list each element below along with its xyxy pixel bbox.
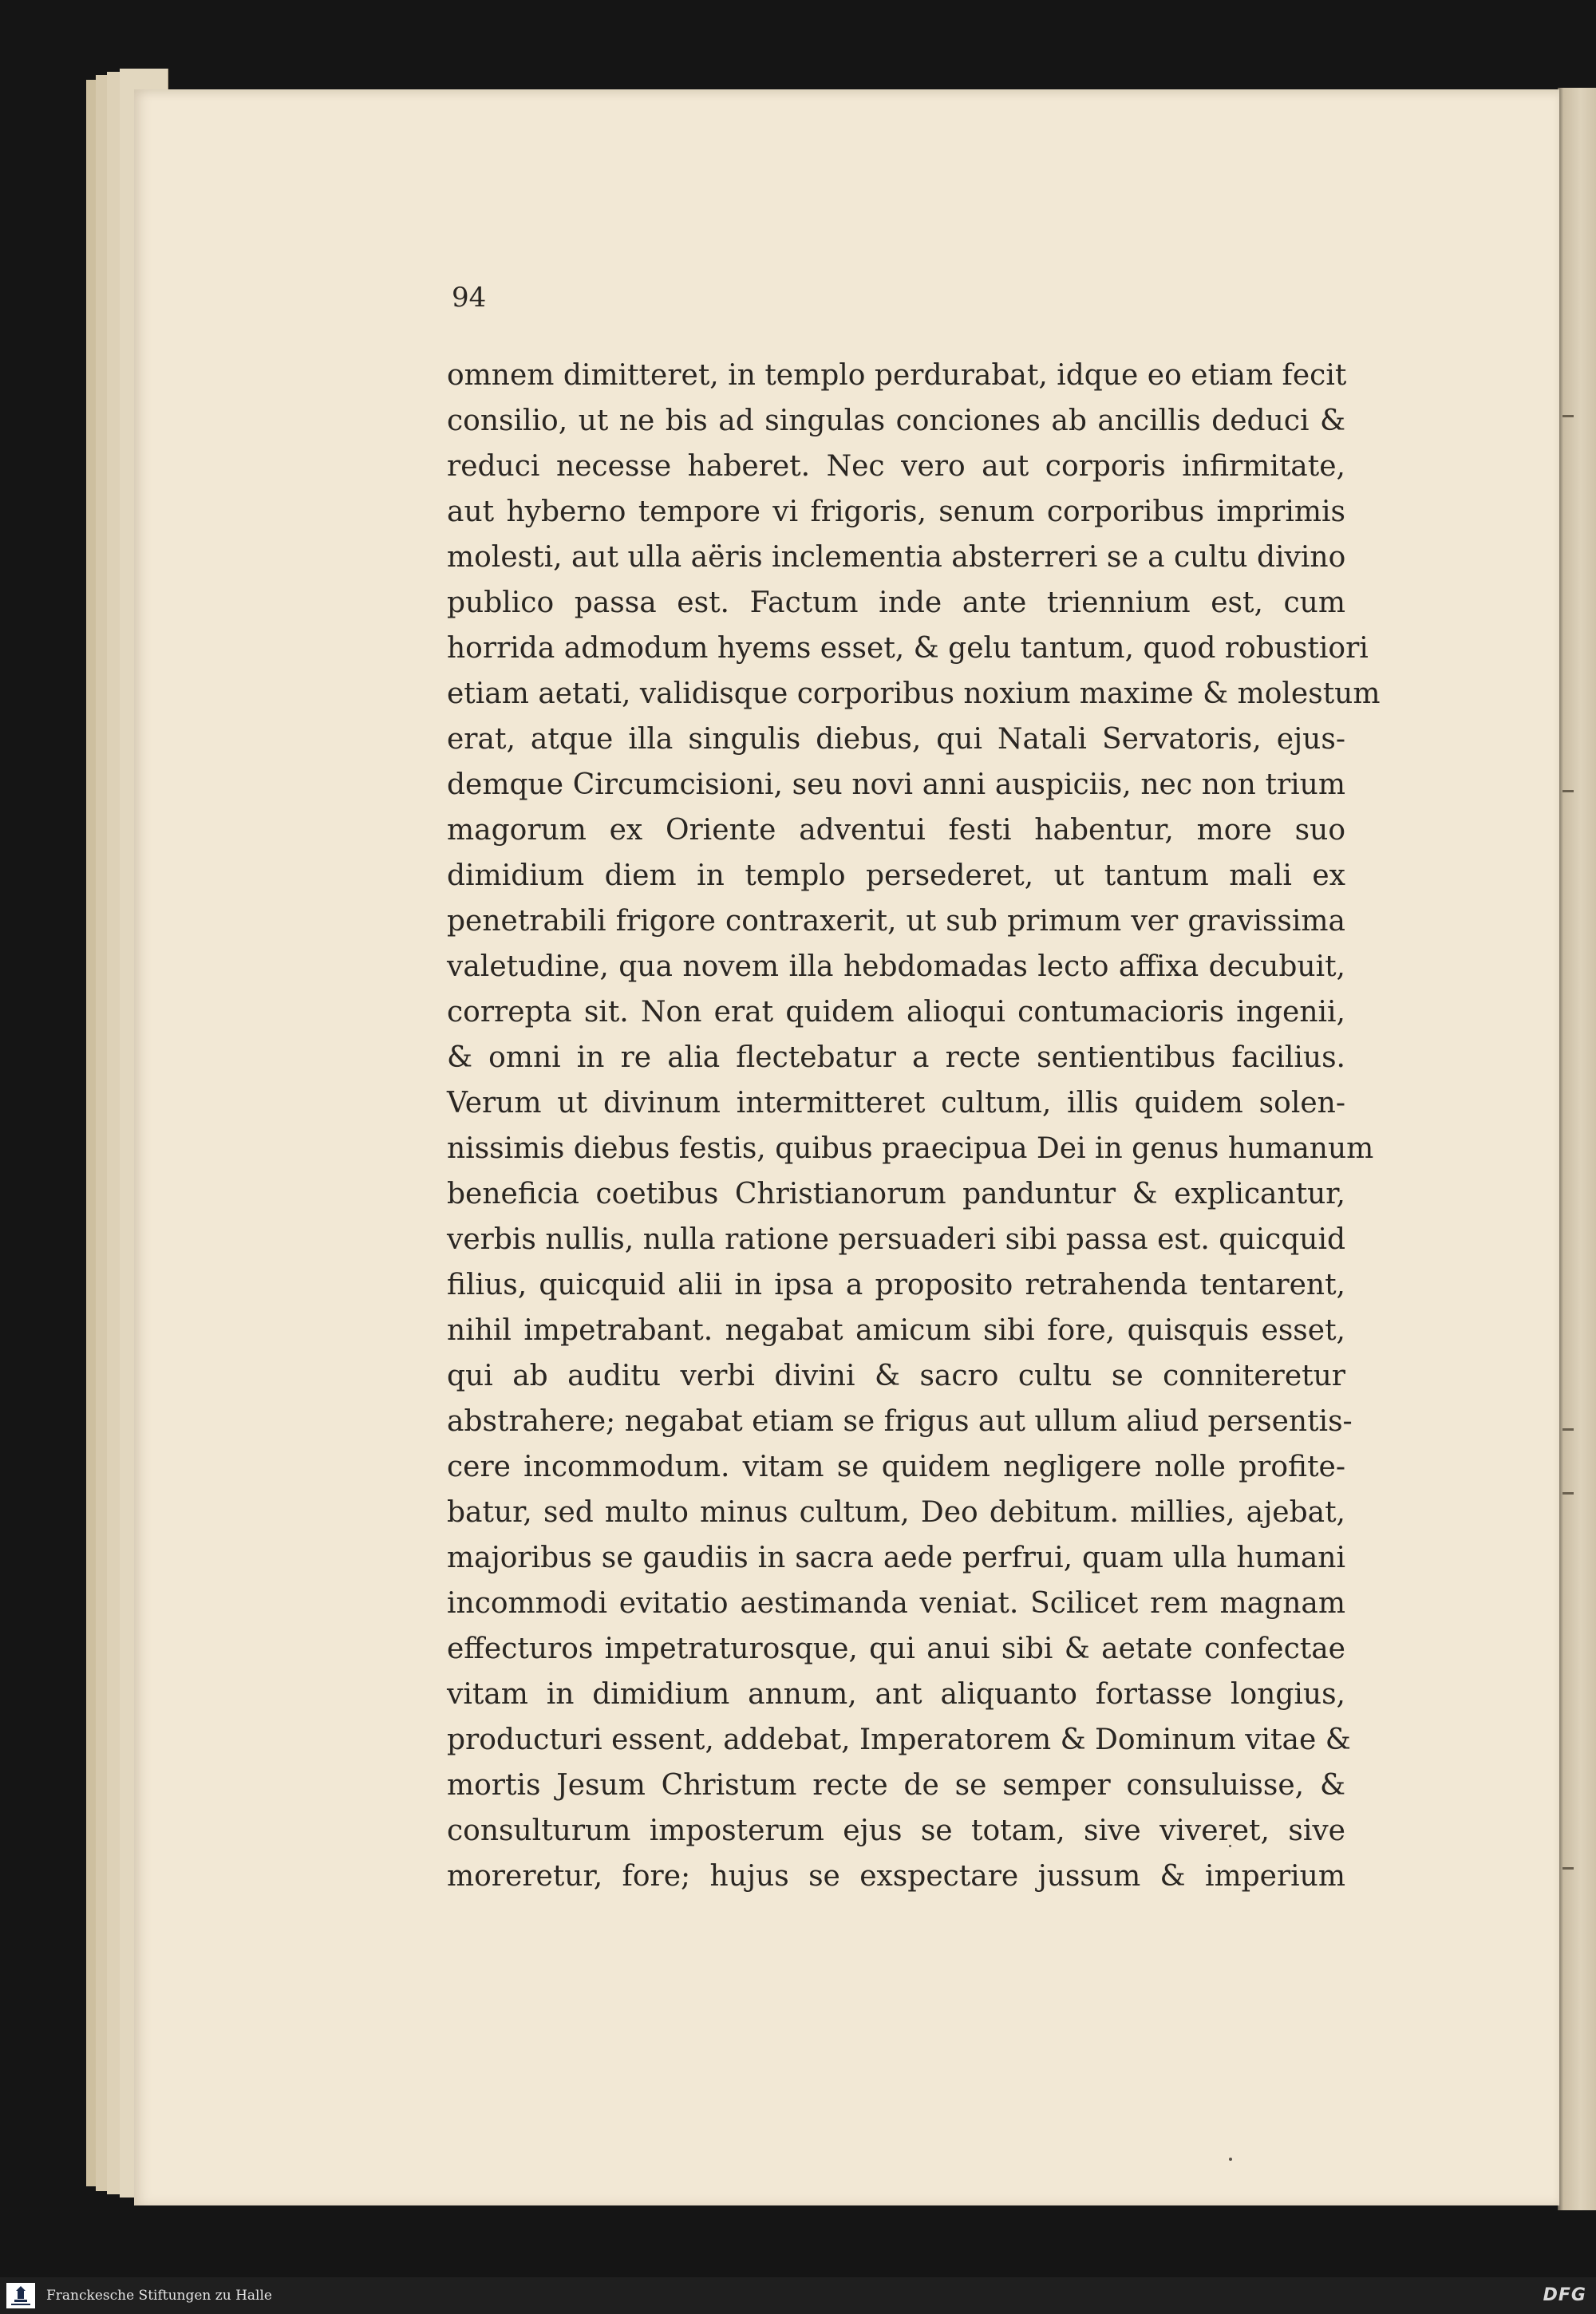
text-line: nissimis diebus festis, quibus praecipua Dei in genus humanum <box>447 1132 1374 1165</box>
text-line: incommodi evitatio aestimanda veniat. Scilicet rem magnam <box>447 1587 1345 1620</box>
text-line: molesti, aut ulla aëris inclementia absterreri se a cultu divino <box>447 541 1346 574</box>
text-line: aut hyberno tempore vi frigoris, senum corporibus imprimis <box>447 496 1345 528</box>
text-line: erat, atque illa singulis diebus, qui Natali Servatoris, ejus- <box>447 723 1345 756</box>
text-line: majoribus se gaudiis in sacra aede perfrui, quam ulla humani <box>447 1542 1345 1574</box>
text-line: magorum ex Oriente adventui festi habentur, more suo <box>447 814 1345 847</box>
page-mark <box>1562 1867 1574 1870</box>
franckesche-stiftungen-logo-icon[interactable] <box>6 2283 35 2308</box>
text-line: reduci necesse haberet. Nec vero aut corporis infirmitate, <box>447 450 1345 483</box>
text-line: horrida admodum hyems esset, & gelu tantum, quod robustiori <box>447 632 1369 665</box>
text-line: consulturum imposterum ejus se totam, sive viveret, sive <box>447 1814 1345 1847</box>
dfg-logo[interactable]: DFG <box>1543 2285 1586 2305</box>
text-line: etiam aetati, validisque corporibus noxium maxime & molestum <box>447 677 1381 710</box>
body-text <box>447 353 1381 1899</box>
next-page-edge <box>1558 88 1596 2210</box>
text-line: batur, sed multo minus cultum, Deo debitum. millies, ajebat, <box>447 1496 1345 1529</box>
text-line: nihil impetrabant. negabat amicum sibi fore, quisquis esset, <box>447 1314 1345 1347</box>
text-line: producturi essent, addebat, Imperatorem & Dominum vitae & <box>447 1724 1351 1756</box>
page-number: 94 <box>452 282 487 314</box>
paper-speck <box>1229 2158 1232 2161</box>
text-line: demque Circumcisioni, seu novi anni auspiciis, nec non trium <box>447 768 1345 801</box>
text-line: publico passa est. Factum inde ante triennium est, cum <box>447 586 1345 619</box>
page-mark <box>1562 1492 1574 1495</box>
text-line: beneficia coetibus Christianorum panduntur & explicantur, <box>447 1178 1345 1210</box>
text-line: mortis Jesum Christum recte de se semper consuluisse, & <box>447 1769 1345 1802</box>
page-mark <box>1562 1428 1574 1431</box>
text-line: cere incommodum. vitam se quidem negligere nolle profite- <box>447 1451 1345 1483</box>
text-line: penetrabili frigore contraxerit, ut sub primum ver gravissima <box>447 905 1345 938</box>
footer-bar <box>0 2277 1596 2314</box>
text-line: abstrahere; negabat etiam se frigus aut ullum aliud persentis- <box>447 1405 1353 1438</box>
text-line: vitam in dimidium annum, ant aliquanto fortasse longius, <box>447 1678 1345 1711</box>
page-mark <box>1562 415 1574 417</box>
text-line: effecturos impetraturosque, qui anui sibi & aetate confectae <box>447 1633 1345 1665</box>
text-line: omnem dimitteret, in templo perdurabat, idque eo etiam fecit <box>447 359 1347 392</box>
text-line: Verum ut divinum intermitteret cultum, illis quidem solen- <box>447 1087 1345 1119</box>
text-line: valetudine, qua novem illa hebdomadas lecto affixa decubuit, <box>447 950 1345 983</box>
text-line: dimidium diem in templo persederet, ut tantum mali ex <box>447 859 1345 892</box>
text-line: verbis nullis, nulla ratione persuaderi sibi passa est. quicquid <box>447 1223 1345 1256</box>
text-line: qui ab auditu verbi divini & sacro cultu se conniteretur <box>447 1360 1345 1392</box>
text-line: & omni in re alia flectebatur a recte sentientibus facilius. <box>447 1041 1345 1074</box>
text-line: consilio, ut ne bis ad singulas conciones ab ancillis deduci & <box>447 405 1345 437</box>
institution-name[interactable]: Franckesche Stiftungen zu Halle <box>46 2288 272 2304</box>
page-mark <box>1562 790 1574 792</box>
text-line: correpta sit. Non erat quidem alioqui contumacioris ingenii, <box>447 996 1345 1029</box>
text-line: moreretur, fore; hujus se exspectare jussum & imperium <box>447 1860 1345 1893</box>
text-line: filius, quicquid alii in ipsa a proposito retrahenda tentarent, <box>447 1269 1345 1301</box>
